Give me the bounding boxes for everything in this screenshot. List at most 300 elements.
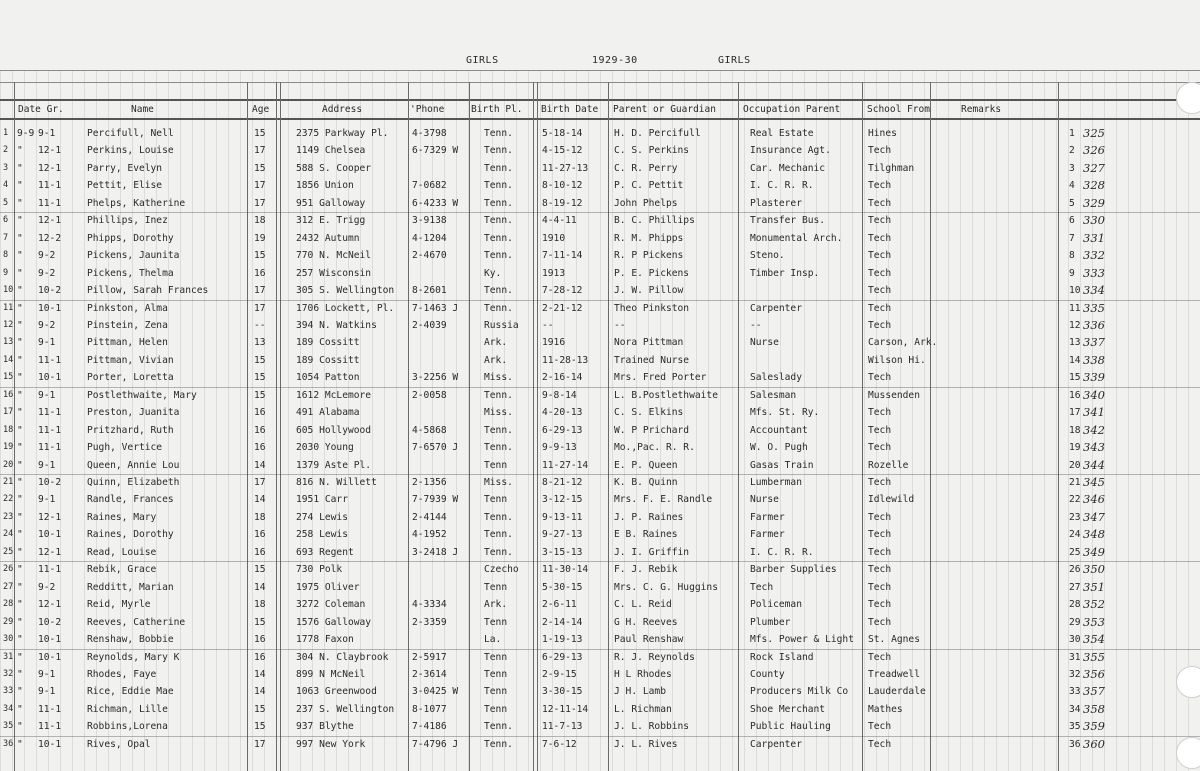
row-birth-place: Tenn. [484, 197, 513, 209]
row-parent: H. D. Percifull [614, 128, 701, 139]
row-handwritten-number: 356 [1083, 666, 1105, 681]
row-number: 10 [3, 285, 14, 296]
row-school: Tech [868, 581, 892, 593]
row-grade: 12-1 [38, 546, 62, 558]
row-birth-date: 3-12-15 [542, 494, 583, 506]
row-occupation: Tech [750, 581, 774, 593]
row-serial: 22 [1069, 494, 1081, 506]
col-header-occupation: Occupation Parent [743, 104, 841, 115]
row-handwritten-number: 328 [1083, 178, 1105, 193]
row-age: 16 [254, 424, 266, 436]
row-handwritten-number: 345 [1083, 475, 1105, 489]
row-age: 15 [254, 372, 266, 384]
row-school: Mussenden [868, 389, 920, 401]
row-birth-date: 8-21-12 [542, 477, 583, 488]
row-name: Pritzhard, Ruth [87, 424, 174, 436]
row-occupation: Salesman [750, 389, 797, 401]
rule-header-bottom [0, 118, 1200, 120]
row-name: Preston, Juanita [87, 407, 180, 419]
row-birth-date: 4-20-13 [542, 407, 583, 419]
row-birth-place: Tenn. [484, 546, 513, 558]
row-date: " [17, 232, 23, 244]
row-birth-date: 2-21-12 [542, 302, 583, 314]
row-grade: 12-1 [38, 511, 62, 523]
row-occupation: Saleslady [750, 372, 802, 384]
row-birth-place: Tenn. [484, 511, 513, 523]
row-school: Hines [868, 128, 897, 139]
row-date: " [17, 215, 23, 227]
row-date: " [17, 599, 23, 611]
row-age: 18 [254, 215, 266, 227]
row-birth-place: Ark. [484, 354, 508, 366]
row-phone: 3-2418 J [412, 546, 459, 558]
row-parent: Mrs. C. G. Huggins [614, 581, 718, 593]
row-birth-place: Tenn. [484, 721, 513, 733]
row-serial: 13 [1069, 337, 1081, 349]
row-handwritten-number: 357 [1083, 684, 1105, 699]
row-date: " [17, 442, 23, 454]
row-name: Pugh, Vertice [87, 442, 163, 454]
row-handwritten-number: 359 [1083, 719, 1105, 734]
row-age: 15 [254, 703, 266, 715]
row-parent: G H. Reeves [614, 616, 678, 628]
row-handwritten-number: 330 [1083, 213, 1105, 228]
row-name: Pittman, Helen [87, 337, 168, 349]
row-school: Tech [868, 145, 892, 157]
row-date: " [17, 668, 23, 680]
row-school: Tech [868, 285, 892, 297]
row-school: Tech [868, 442, 892, 454]
row-address: 257 Wisconsin [296, 267, 372, 279]
table-row [0, 317, 1200, 335]
row-occupation: County [750, 668, 785, 680]
row-address: 305 S. Wellington [296, 285, 395, 297]
row-age: 16 [254, 407, 266, 419]
row-birth-place: Czecho [484, 564, 519, 576]
row-parent: -- [614, 319, 626, 331]
row-birth-date: 4-15-12 [542, 145, 583, 157]
row-birth-place: Tenn. [484, 442, 513, 454]
row-birth-place: Tenn. [484, 302, 513, 314]
row-age: 15 [254, 250, 266, 262]
row-age: 14 [254, 668, 266, 680]
table-row [0, 631, 1200, 650]
row-date: " [17, 546, 23, 558]
table-row [0, 352, 1200, 370]
row-birth-date: 9-13-11 [542, 511, 583, 523]
row-date: " [17, 459, 23, 471]
row-parent: E. P. Queen [614, 459, 678, 471]
row-serial: 10 [1069, 285, 1081, 297]
row-name: Redditt, Marian [87, 581, 174, 593]
row-school: Carson, Ark. [868, 337, 938, 349]
row-grade: 9-2 [38, 267, 56, 279]
row-number: 8 [3, 250, 9, 261]
row-number: 2 [3, 145, 9, 156]
row-birth-place: Ark. [484, 337, 508, 349]
row-birth-place: Miss. [484, 477, 513, 488]
row-birth-date: 11-27-13 [542, 162, 589, 174]
row-birth-date: 11-30-14 [542, 564, 589, 576]
table-row [0, 683, 1200, 701]
row-serial: 27 [1069, 581, 1081, 593]
row-handwritten-number: 326 [1083, 143, 1105, 158]
row-birth-place: Tenn [484, 581, 508, 593]
row-birth-date: 6-29-13 [542, 651, 583, 663]
row-serial: 20 [1069, 459, 1081, 471]
row-date: " [17, 407, 23, 419]
row-grade: 9-2 [38, 250, 56, 262]
row-parent: H L Rhodes [614, 668, 672, 680]
row-school: Tech [868, 180, 892, 192]
table-row [0, 142, 1200, 160]
row-occupation: Nurse [750, 337, 779, 349]
row-name: Reeves, Catherine [87, 616, 186, 628]
row-grade: 11-1 [38, 564, 62, 576]
row-birth-place: Tenn. [484, 529, 513, 541]
row-grade: 11-1 [38, 354, 62, 366]
row-serial: 3 [1069, 162, 1075, 174]
row-grade: 11-1 [38, 442, 62, 454]
row-number: 4 [3, 180, 9, 191]
row-phone: 2-5917 [412, 651, 447, 663]
row-school: Tech [868, 372, 892, 384]
row-number: 18 [3, 424, 14, 435]
row-school: Tech [868, 267, 892, 279]
row-name: Read, Louise [87, 546, 157, 558]
row-birth-date: 6-29-13 [542, 424, 583, 436]
row-birth-place: Miss. [484, 372, 513, 384]
row-address: 770 N. McNeil [296, 250, 372, 262]
row-number: 24 [3, 529, 14, 540]
row-parent: J H. Lamb [614, 686, 666, 698]
row-serial: 33 [1069, 686, 1081, 698]
row-school: Tech [868, 529, 892, 541]
row-age: -- [254, 319, 266, 331]
row-grade: 9-1 [38, 337, 56, 349]
row-name: Postlethwaite, Mary [87, 389, 197, 401]
row-handwritten-number: 355 [1083, 649, 1105, 664]
table-row [0, 649, 1200, 667]
row-school: Lauderdale [868, 686, 926, 698]
row-address: 1379 Aste Pl. [296, 459, 372, 471]
row-handwritten-number: 337 [1083, 335, 1105, 350]
row-school: Tech [868, 511, 892, 523]
row-grade: 9-1 [38, 686, 56, 698]
row-number: 22 [3, 494, 14, 505]
row-phone: 6-7329 W [412, 145, 459, 157]
row-date: " [17, 721, 23, 733]
col-header-remarks: Remarks [961, 104, 1002, 115]
row-handwritten-number: 336 [1083, 317, 1105, 332]
row-name: Rebik, Grace [87, 564, 157, 576]
row-age: 17 [254, 180, 266, 192]
row-occupation: Public Hauling [750, 721, 831, 733]
row-birth-place: Tenn. [484, 738, 513, 750]
table-row [0, 160, 1200, 178]
table-row [0, 526, 1200, 544]
row-address: 491 Alabama [296, 407, 360, 419]
row-number: 21 [3, 477, 14, 487]
row-parent: Mrs. F. E. Randle [614, 494, 713, 506]
row-school: Idlewild [868, 494, 915, 506]
row-age: 18 [254, 599, 266, 611]
row-address: 1612 McLemore [296, 389, 372, 401]
row-parent: P. C. Pettit [614, 180, 684, 192]
row-date: " [17, 372, 23, 384]
row-phone: 7-4796 J [412, 738, 459, 750]
row-number: 34 [3, 703, 14, 714]
row-number: 19 [3, 442, 14, 453]
row-address: 1576 Galloway [296, 616, 372, 628]
row-serial: 5 [1069, 197, 1075, 209]
rule-2 [0, 82, 1200, 83]
row-address: 2030 Young [296, 442, 354, 454]
row-phone: 4-5868 [412, 424, 447, 436]
row-parent: J. I. Griffin [614, 546, 690, 558]
row-age: 17 [254, 145, 266, 157]
row-grade: 10-1 [38, 634, 62, 646]
row-school: Tech [868, 215, 892, 227]
table-row [0, 404, 1200, 422]
row-number: 9 [3, 267, 9, 278]
table-row [0, 230, 1200, 248]
row-name: Queen, Annie Lou [87, 459, 180, 471]
row-address: 2375 Parkway Pl. [296, 128, 389, 139]
row-handwritten-number: 353 [1083, 614, 1105, 629]
row-birth-place: Tenn [484, 459, 508, 471]
row-date: " [17, 197, 23, 209]
row-date: 9-9 [17, 128, 35, 139]
row-serial: 28 [1069, 599, 1081, 611]
row-occupation: Producers Milk Co [750, 686, 849, 698]
row-serial: 31 [1069, 651, 1081, 663]
row-parent: J. W. Pillow [614, 285, 684, 297]
row-birth-date: 2-6-11 [542, 599, 577, 611]
row-serial: 19 [1069, 442, 1081, 454]
row-occupation: Farmer [750, 511, 785, 523]
row-address: 730 Polk [296, 564, 343, 576]
row-birth-date: 5-30-15 [542, 581, 583, 593]
row-parent: F. J. Rebik [614, 564, 678, 576]
row-parent: John Phelps [614, 197, 678, 209]
table-row [0, 579, 1200, 597]
row-occupation: Plumber [750, 616, 791, 628]
row-phone: 3-0425 W [412, 686, 459, 698]
row-serial: 30 [1069, 634, 1081, 646]
col-header-date-grade: Date Gr. [18, 104, 64, 115]
row-birth-date: 8-10-12 [542, 180, 583, 192]
row-name: Randle, Frances [87, 494, 174, 506]
row-handwritten-number: 329 [1083, 195, 1105, 210]
table-row [0, 596, 1200, 614]
row-school: Tech [868, 477, 892, 488]
table-row [0, 334, 1200, 352]
row-grade: 12-2 [38, 232, 62, 244]
table-row [0, 491, 1200, 509]
row-school: Tech [868, 721, 892, 733]
row-occupation: -- [750, 319, 762, 331]
row-occupation: I. C. R. R. [750, 546, 814, 558]
row-serial: 34 [1069, 703, 1081, 715]
row-school: St. Agnes [868, 634, 920, 646]
row-birth-date: 11-27-14 [542, 459, 589, 471]
row-handwritten-number: 340 [1083, 387, 1105, 402]
row-name: Phelps, Katherine [87, 197, 186, 209]
row-date: " [17, 162, 23, 174]
row-name: Rives, Opal [87, 738, 151, 750]
row-grade: 10-1 [38, 302, 62, 314]
row-grade: 12-1 [38, 145, 62, 157]
row-name: Pickens, Thelma [87, 267, 174, 279]
row-handwritten-number: 338 [1083, 352, 1105, 367]
row-birth-place: Tenn [484, 616, 508, 628]
row-handwritten-number: 335 [1083, 300, 1105, 315]
col-header-age: Age [252, 104, 270, 115]
row-serial: 16 [1069, 389, 1081, 401]
row-age: 16 [254, 529, 266, 541]
row-birth-date: 2-9-15 [542, 668, 577, 680]
row-birth-date: 7-6-12 [542, 738, 577, 750]
row-parent: R. J. Reynolds [614, 651, 695, 663]
row-address: 274 Lewis [296, 511, 348, 523]
row-phone: 7-4186 [412, 721, 447, 733]
row-date: " [17, 354, 23, 366]
row-phone: 2-4144 [412, 511, 447, 523]
row-parent: Paul Renshaw [614, 634, 684, 646]
row-age: 14 [254, 494, 266, 506]
row-name: Reynolds, Mary K [87, 651, 180, 663]
row-serial: 9 [1069, 267, 1075, 279]
row-age: 15 [254, 389, 266, 401]
row-date: " [17, 738, 23, 750]
row-serial: 1 [1069, 128, 1075, 139]
row-address: 1975 Oliver [296, 581, 360, 593]
row-birth-date: 1913 [542, 267, 566, 279]
row-phone: 3-9138 [412, 215, 447, 227]
row-birth-place: Tenn. [484, 232, 513, 244]
row-date: " [17, 424, 23, 436]
row-birth-place: Tenn [484, 686, 508, 698]
row-address: 1778 Faxon [296, 634, 354, 646]
row-serial: 2 [1069, 145, 1075, 157]
row-name: Quinn, Elizabeth [87, 477, 180, 488]
row-grade: 10-1 [38, 738, 62, 750]
row-birth-date: 2-14-14 [542, 616, 583, 628]
row-address: 394 N. Watkins [296, 319, 377, 331]
row-age: 15 [254, 162, 266, 174]
row-school: Tech [868, 738, 892, 750]
row-name: Parry, Evelyn [87, 162, 163, 174]
row-serial: 32 [1069, 668, 1081, 680]
row-handwritten-number: 343 [1083, 440, 1105, 455]
row-school: Wilson Hi. [868, 354, 926, 366]
row-date: " [17, 319, 23, 331]
row-name: Raines, Mary [87, 511, 157, 523]
row-handwritten-number: 347 [1083, 509, 1105, 524]
row-number: 30 [3, 634, 14, 645]
row-address: 189 Cossitt [296, 354, 360, 366]
row-age: 16 [254, 651, 266, 663]
row-birth-date: 9-27-13 [542, 529, 583, 541]
row-school: Rozelle [868, 459, 909, 471]
row-grade: 10-1 [38, 651, 62, 663]
row-date: " [17, 302, 23, 314]
row-serial: 24 [1069, 529, 1081, 541]
table-row [0, 247, 1200, 265]
row-serial: 8 [1069, 250, 1075, 262]
row-number: 36 [3, 738, 14, 749]
row-occupation: Shoe Merchant [750, 703, 826, 715]
row-phone: 7-0682 [412, 180, 447, 192]
row-phone: 4-1952 [412, 529, 447, 541]
row-grade: 10-2 [38, 285, 62, 297]
row-age: 17 [254, 738, 266, 750]
row-address: 1856 Union [296, 180, 354, 192]
row-birth-date: 11-28-13 [542, 354, 589, 366]
row-handwritten-number: 331 [1083, 230, 1105, 245]
row-occupation: Steno. [750, 250, 785, 262]
row-phone: 4-3334 [412, 599, 447, 611]
row-parent: B. C. Phillips [614, 215, 695, 227]
row-occupation: Real Estate [750, 128, 814, 139]
row-date: " [17, 145, 23, 157]
row-school: Mathes [868, 703, 903, 715]
row-parent: J. L. Robbins [614, 721, 690, 733]
row-phone: 2-4670 [412, 250, 447, 262]
table-row [0, 736, 1200, 754]
row-parent: Mo.,Pac. R. R. [614, 442, 695, 454]
row-name: Richman, Lille [87, 703, 168, 715]
row-serial: 35 [1069, 721, 1081, 733]
row-age: 17 [254, 285, 266, 297]
row-parent: L. Richman [614, 703, 672, 715]
row-address: 605 Hollywood [296, 424, 372, 436]
row-parent: E B. Raines [614, 529, 678, 541]
row-grade: 10-1 [38, 372, 62, 384]
row-occupation: Insurance Agt. [750, 145, 831, 157]
row-serial: 14 [1069, 354, 1081, 366]
row-birth-place: Ark. [484, 599, 508, 611]
row-date: " [17, 267, 23, 279]
row-date: " [17, 389, 23, 401]
row-handwritten-number: 346 [1083, 492, 1105, 507]
row-name: Pettit, Elise [87, 180, 163, 192]
table-row [0, 282, 1200, 301]
row-grade: 10-2 [38, 477, 62, 488]
row-serial: 7 [1069, 232, 1075, 244]
row-school: Tech [868, 407, 892, 419]
row-parent: Theo Pinkston [614, 302, 690, 314]
row-address: 997 New York [296, 738, 366, 750]
row-birth-date: 2-16-14 [542, 372, 583, 384]
row-name: Rice, Eddie Mae [87, 686, 174, 698]
row-parent: L. B.Postlethwaite [614, 389, 718, 401]
row-number: 5 [3, 197, 9, 208]
row-handwritten-number: 360 [1083, 736, 1105, 751]
row-birth-place: Tenn. [484, 128, 513, 139]
row-birth-date: 3-30-15 [542, 686, 583, 698]
binder-hole [1176, 737, 1200, 769]
table-row [0, 509, 1200, 527]
row-handwritten-number: 344 [1083, 457, 1105, 472]
row-address: 1054 Patton [296, 372, 360, 384]
row-occupation: Mfs. St. Ry. [750, 407, 820, 419]
header-year: 1929-30 [592, 55, 638, 66]
table-row [0, 701, 1200, 719]
row-age: 18 [254, 511, 266, 523]
col-header-parent: Parent or Guardian [613, 104, 716, 115]
